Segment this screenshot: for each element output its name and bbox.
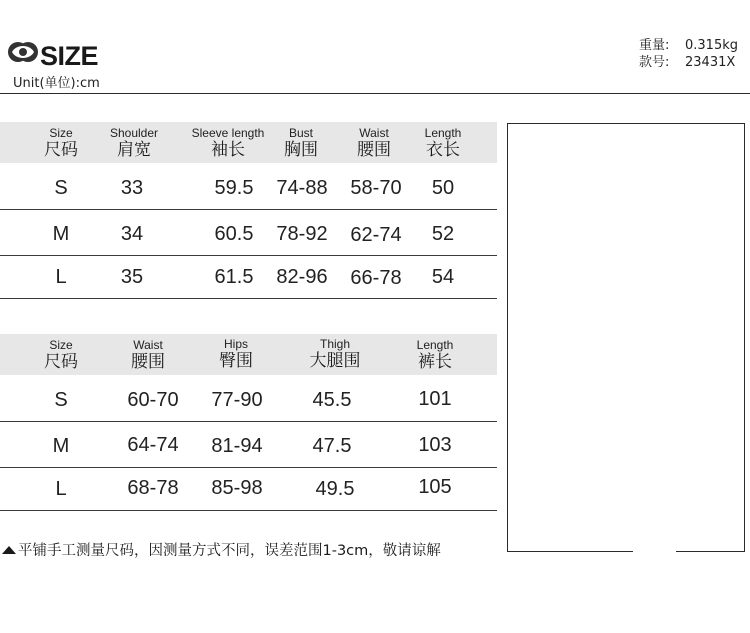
shoulder-cell: 33 bbox=[120, 177, 144, 199]
header-length: Length 裤长 bbox=[416, 338, 454, 372]
sleeve-cell: 59.5 bbox=[214, 177, 254, 199]
waist-cell: 58-70 bbox=[350, 177, 402, 199]
size-title: SIZE bbox=[40, 41, 99, 71]
hips-cell: 81-94 bbox=[211, 435, 263, 457]
weight-info bbox=[639, 38, 738, 54]
thigh-cell: 45.5 bbox=[312, 389, 352, 411]
size-cell: S bbox=[54, 389, 68, 411]
header-waist: Waist 腰围 bbox=[131, 338, 165, 372]
product-image-frame bbox=[507, 123, 745, 552]
header-bust: Bust 胸围 bbox=[284, 126, 318, 160]
header-size: Size 尺码 bbox=[44, 338, 78, 372]
waist-cell: 66-78 bbox=[350, 267, 402, 289]
size-cell: M bbox=[52, 435, 70, 457]
header-size: Size 尺码 bbox=[44, 126, 78, 160]
row-divider bbox=[0, 510, 497, 511]
measurement-note bbox=[2, 541, 441, 561]
sleeve-cell: 61.5 bbox=[214, 266, 254, 288]
brand-logo-icon bbox=[6, 40, 40, 64]
size-cell: L bbox=[55, 478, 67, 500]
size-cell: S bbox=[54, 177, 68, 199]
frame-bottom-edge bbox=[507, 551, 633, 552]
waist-cell: 68-78 bbox=[127, 477, 179, 499]
size-cell: L bbox=[55, 266, 67, 288]
shoulder-cell: 35 bbox=[120, 266, 144, 288]
length-cell: 50 bbox=[431, 177, 455, 199]
style-info bbox=[639, 55, 735, 71]
row-divider bbox=[0, 467, 497, 468]
frame-bottom-edge bbox=[676, 551, 744, 552]
size-cell: M bbox=[52, 223, 70, 245]
bust-cell: 78-92 bbox=[276, 223, 328, 245]
weight-label: 重量: bbox=[639, 38, 670, 53]
header-shoulder: Shoulder 肩宽 bbox=[109, 126, 159, 160]
note-text: 平铺手工测量尺码，因测量方式不同，误差范围1-3cm，敬请谅解 bbox=[18, 543, 441, 559]
weight-value: 0.315kg bbox=[685, 38, 738, 53]
length-cell: 105 bbox=[418, 476, 452, 498]
hips-cell: 85-98 bbox=[211, 477, 263, 499]
row-divider bbox=[0, 298, 497, 299]
style-value: 23431X bbox=[685, 55, 736, 70]
thigh-cell: 49.5 bbox=[315, 478, 355, 500]
waist-cell: 62-74 bbox=[350, 224, 402, 246]
waist-cell: 60-70 bbox=[127, 389, 179, 411]
bust-cell: 82-96 bbox=[276, 266, 328, 288]
sleeve-cell: 60.5 bbox=[214, 223, 254, 245]
header-thigh: Thigh 大腿围 bbox=[309, 337, 361, 371]
top-table-header bbox=[0, 122, 497, 163]
header-sleeve-length: Sleeve length 袖长 bbox=[191, 126, 265, 160]
unit-label: Unit(单位):cm bbox=[13, 76, 100, 91]
header-waist: Waist 腰围 bbox=[357, 126, 391, 160]
waist-cell: 64-74 bbox=[127, 434, 179, 456]
header-divider bbox=[0, 93, 750, 94]
row-divider bbox=[0, 209, 497, 210]
length-cell: 101 bbox=[418, 388, 452, 410]
row-divider bbox=[0, 421, 497, 422]
header-length: Length 衣长 bbox=[424, 126, 462, 160]
shoulder-cell: 34 bbox=[120, 223, 144, 245]
hips-cell: 77-90 bbox=[211, 389, 263, 411]
style-label: 款号: bbox=[639, 55, 670, 70]
row-divider bbox=[0, 255, 497, 256]
thigh-cell: 47.5 bbox=[312, 435, 352, 457]
length-cell: 52 bbox=[431, 223, 455, 245]
header-hips: Hips 臀围 bbox=[219, 337, 253, 371]
bottom-table-header bbox=[0, 334, 497, 375]
length-cell: 54 bbox=[431, 266, 455, 288]
triangle-up-icon bbox=[2, 546, 16, 554]
bust-cell: 74-88 bbox=[276, 177, 328, 199]
length-cell: 103 bbox=[418, 434, 452, 456]
